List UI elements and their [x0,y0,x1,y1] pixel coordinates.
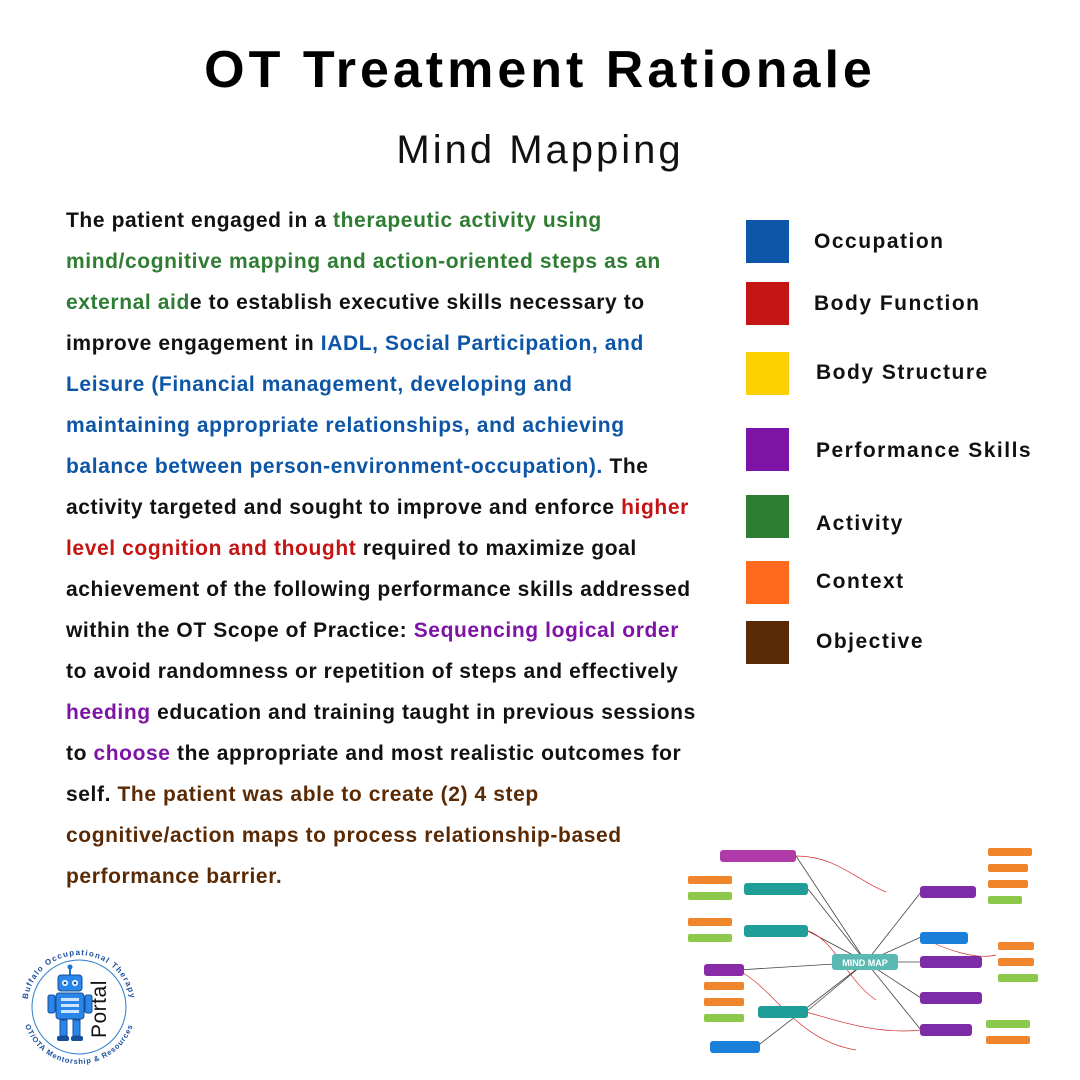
text-segment-performance-skill: heeding [66,701,151,724]
mind-map-center-label: MIND MAP [842,958,888,968]
text-segment: education and training taught in previous sessions to [66,701,696,765]
rationale-paragraph [66,200,696,897]
legend-swatch-occupation [746,220,789,263]
legend-swatch-performance-skills [746,428,789,471]
text-segment-objective: The patient was able to create (2) 4 step cognitive/action maps to process relationship-based performance barrier. [66,783,622,888]
text-segment: the appropriate and most realistic outcomes for self. [66,742,682,806]
legend-label-activity: Activity [816,512,904,535]
legend-swatch-body-structure [746,352,789,395]
legend-label-objective: Objective [816,630,925,653]
legend-swatch-objective [746,621,789,664]
logo-ring-text-bottom: OT/OTA Mentorship & Resources [23,1022,135,1067]
legend-label-context: Context [816,570,905,593]
page-title: OT Treatment Rationale [204,41,876,99]
logo-portal-word: Portal [88,980,111,1038]
legend-label-body-function: Body Function [814,292,981,315]
text-segment: The patient engaged in a [66,209,334,232]
logo-ring-text: Buffalo Occupational Therapy [20,947,138,1000]
robot-icon [48,965,92,1042]
text-segment: to avoid randomness or repetition of steps and effectively [66,660,679,683]
text-segment-body-function: higher level cognition and thought [66,496,689,560]
text-segment: e to establish executive skills necessary to improve engagement in [66,291,645,355]
text-segment-performance-skill: choose [93,742,171,765]
text-segment: The activity targeted and sought to improve and enforce [66,455,649,519]
legend-swatch-activity [746,495,789,538]
portal-logo [14,942,144,1072]
legend-label-performance-skills: Performance Skills [816,439,1033,462]
legend-swatch-body-function [746,282,789,325]
mind-map-illustration [676,840,1048,1060]
legend-swatch-context [746,561,789,604]
text-segment-activity: therapeutic activity using mind/cognitive mapping and action-oriented steps as an external aid [66,209,661,314]
page-subtitle: Mind Mapping [396,128,684,172]
text-segment: required to maximize goal achievement of the following performance skills addressed within the OT Scope of Practice: [66,537,691,642]
legend-label-occupation: Occupation [814,230,945,253]
text-segment-performance-skill: Sequencing logical order [413,619,679,642]
text-segment-occupation: IADL, Social Participation, and Leisure (Financial management, developing and maintaining appropriate relationships, and achieving balance between person-environment-occupation). [66,332,644,478]
legend-label-body-structure: Body Structure [816,361,989,384]
